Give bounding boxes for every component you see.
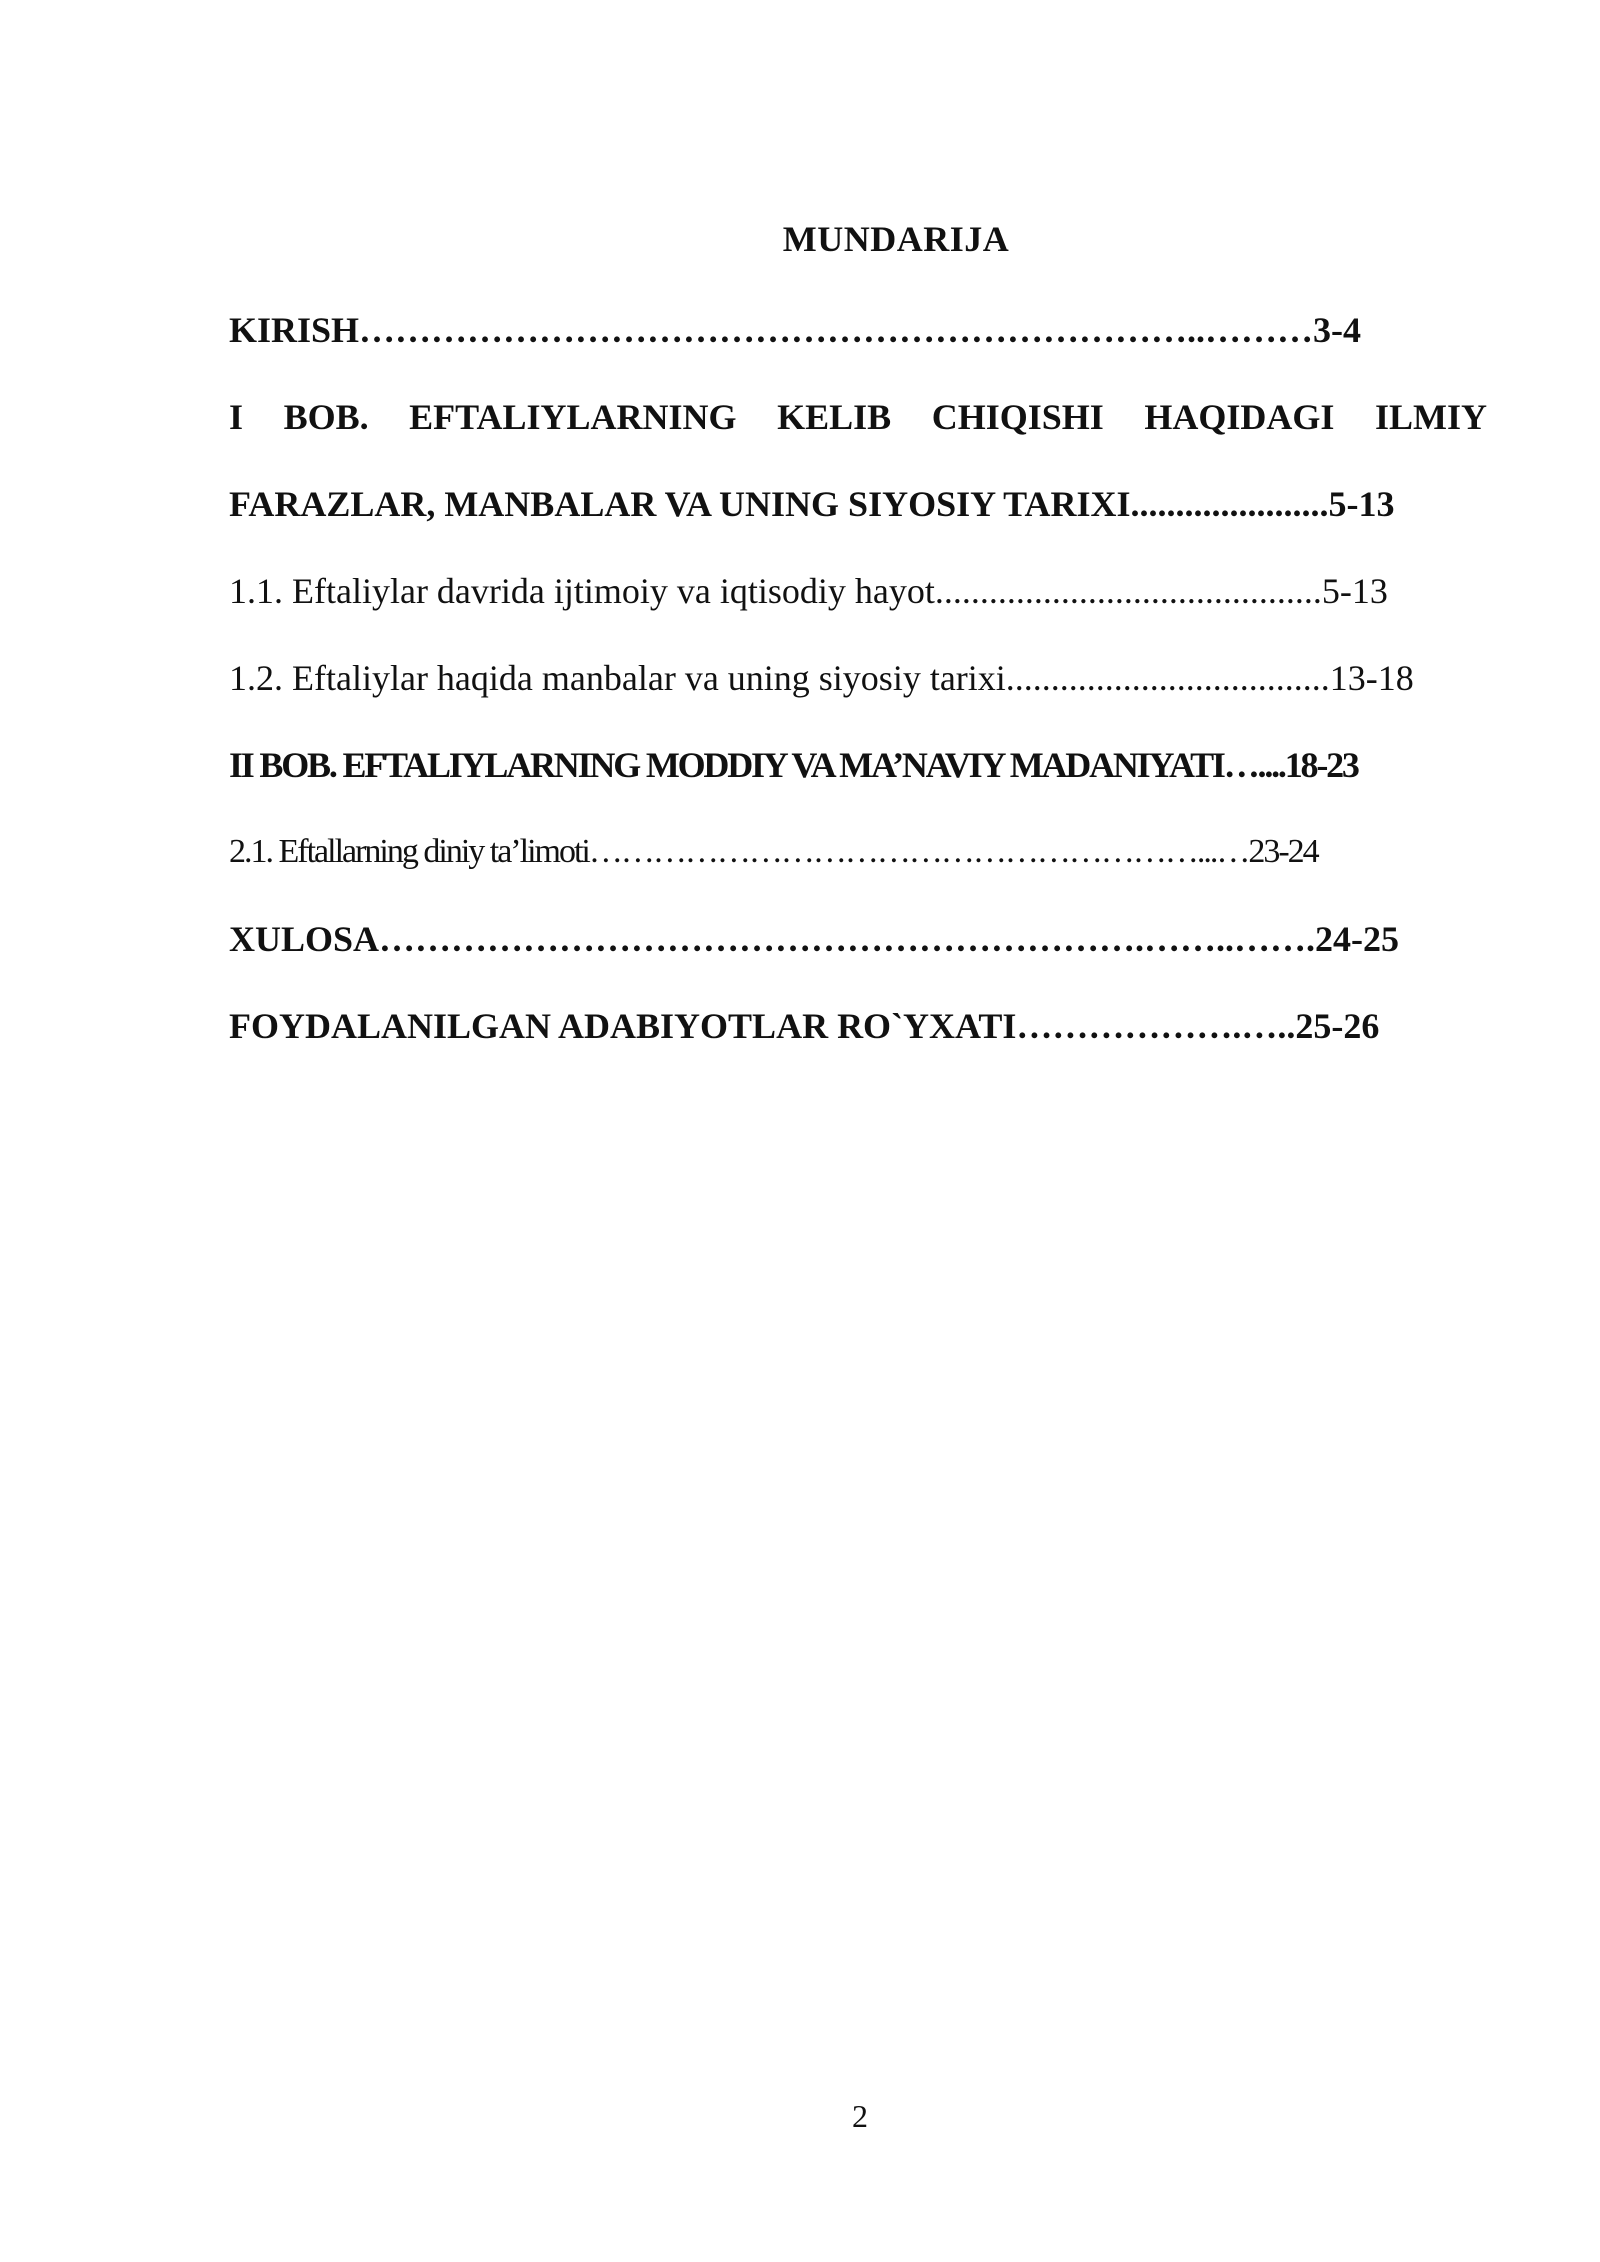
toc-entry-chapter-1-line-2: FARAZLAR, MANBALAR VA UNING SIYOSIY TARIXI......................5-13 [229, 484, 1395, 524]
toc-entry-references: FOYDALANILGAN ADABIYOTLAR RO`YXATI……………….…..25-26 [229, 1006, 1380, 1046]
toc-entry-section-2-1: 2.1. Eftallarning diniy ta’limoti…………………………………………………...…23-24 [229, 833, 1318, 870]
toc-entry-chapter-2: II BOB. EFTALIYLARNING MODDIY VA MA’NAVIY MADANIYATI…....18-23 [229, 745, 1358, 785]
toc-word: ILMIY [1374, 397, 1487, 437]
toc-word: EFTALIYLARNING [409, 397, 737, 437]
toc-word: I [229, 397, 244, 437]
toc-word: KELIB [777, 397, 892, 437]
toc-entry-kirish: KIRISH……………………………………………………………..………3-4 [229, 310, 1362, 350]
page-title: MUNDARIJA [782, 219, 1010, 259]
toc-word: CHIQISHI [931, 397, 1104, 437]
page-number: 2 [852, 2098, 868, 2134]
toc-entry-section-1-2: 1.2. Eftaliylar haqida manbalar va uning siyosiy tarixi....................................13-18 [229, 658, 1414, 698]
toc-word: BOB. [283, 397, 369, 437]
toc-word: HAQIDAGI [1144, 397, 1335, 437]
toc-entry-chapter-1-line-1 [229, 387, 1487, 447]
toc-entry-section-1-1: 1.1. Eftaliylar davrida ijtimoiy va iqtisodiy hayot...........................................5-13 [229, 571, 1388, 611]
toc-entry-xulosa: XULOSA……………………………………………………….……..…….24-25 [229, 919, 1400, 959]
